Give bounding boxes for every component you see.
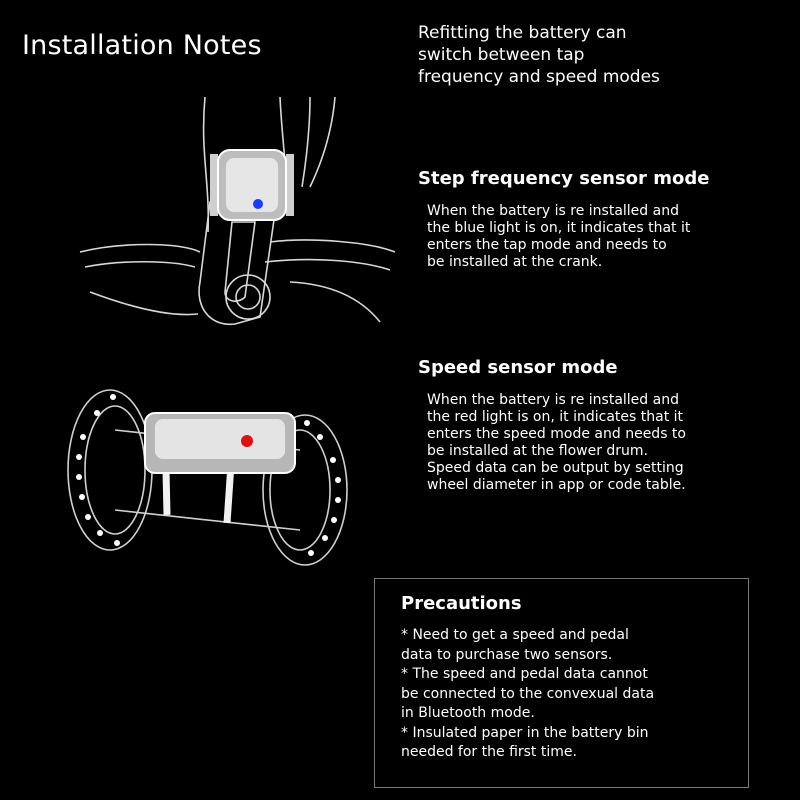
chainring [85,262,195,267]
description-line: enters the tap mode and needs to [427,237,667,253]
hub-flange-left [68,390,152,550]
speed-sensor-heading: Speed sensor mode [418,357,618,378]
precautions-box [374,578,749,788]
precaution-line: * Need to get a speed and pedal [401,627,629,643]
step-frequency-description [427,203,772,271]
precaution-line: be connected to the convexual data [401,685,655,702]
description-line: the blue light is on, it indicates that it [427,220,691,236]
red-indicator-light [241,435,253,447]
description-line: enters the speed mode and needs to [427,426,686,442]
description-line: Speed data can be output by setting [427,460,684,476]
speed-sensor-description [427,392,772,494]
intro-text [418,22,788,88]
step-frequency-heading: Step frequency sensor mode [418,168,710,189]
page-title: Installation Notes [22,30,262,61]
frame-tube [310,97,335,187]
spoke-holes-right [304,420,341,556]
precaution-line: needed for the first time. [401,744,577,760]
chainring [80,245,200,253]
precautions-list [401,626,741,763]
chainring [270,240,395,252]
description-line: the red light is on, it indicates that it [427,409,684,425]
frame-tube [302,97,310,187]
blue-indicator-light [253,199,263,209]
description-line: When the battery is re installed and [427,392,679,408]
hub-sensor-illustration [55,375,365,570]
precaution-line: * The speed and pedal data cannot [401,666,648,682]
description-line: wheel diameter in app or code table. [427,477,686,493]
frame-tube [204,97,209,232]
intro-line: switch between tap [418,45,585,65]
precaution-line: * Insulated paper in the battery bin [401,724,649,741]
chainring [90,292,198,315]
description-line: be installed at the crank. [427,254,603,270]
crank-spindle [236,285,260,309]
crank-arm-slot [225,222,255,301]
chainring [290,282,380,322]
description-line: be installed at the flower drum. [427,443,649,459]
intro-line: Refitting the battery can [418,23,627,43]
hub-flange-left-inner [85,406,145,534]
precautions-heading: Precautions [401,593,522,614]
chainring [265,260,390,270]
precaution-line: data to purchase two sensors. [401,646,613,663]
crank-sensor-illustration [60,92,400,352]
description-line: When the battery is re installed and [427,203,679,219]
precaution-line: in Bluetooth mode. [401,705,535,721]
speed-sensor [145,413,295,523]
cadence-sensor [210,150,294,220]
intro-line: frequency and speed modes [418,67,660,87]
